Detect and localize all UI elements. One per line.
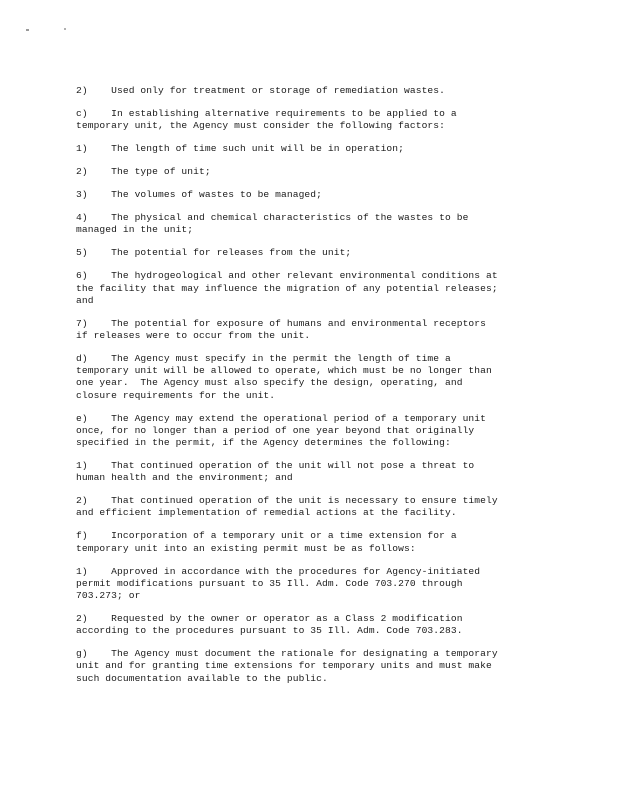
- document-body: [76, 85, 540, 685]
- scan-marks: [22, 28, 82, 36]
- paragraph-b2: 2) Used only for treatment or storage of remediation wastes.: [76, 85, 446, 96]
- paragraph-c5: 5) The potential for releases from the unit;: [76, 247, 352, 259]
- paragraph-f2: 2) Requested by the owner or operator as a Class 2 modification according to the procedures pursuant to 35 Ill. Adm. Code 703.283.: [76, 613, 463, 637]
- paragraph-c1: 1) The length of time such unit will be in operation;: [76, 143, 405, 155]
- paragraph-e2: 2) That continued operation of the unit is necessary to ensure timely and efficient implementation of remedial actions at the facility.: [76, 495, 498, 519]
- scan-speck: [26, 29, 29, 31]
- paragraph-c2: 2) The type of unit;: [76, 166, 211, 178]
- paragraph-g: g) The Agency must document the rationale for designating a temporary unit and for granting time extensions for temporary units and must make such documentation available to the public.: [76, 648, 498, 684]
- paragraph-e: e) The Agency may extend the operational period of a temporary unit once, for no longer than a period of one year beyond that originally specified in the permit, if the Agency determines the following:: [76, 412, 487, 449]
- paragraph-c3: 3) The volumes of wastes to be managed;: [76, 189, 323, 201]
- paragraph-f: f) Incorporation of a temporary unit or a time extension for a temporary unit into an existing permit must be as follows:: [76, 530, 457, 554]
- paragraph-e1: 1) That continued operation of the unit will not pose a threat to human health and the environment; and: [76, 460, 475, 484]
- paragraph-d: d) The Agency must specify in the permit the length of time a temporary unit will be allowed to operate, which must be no longer than one year. The Agency must also specify the design, operating, and closure requirements for the unit.: [76, 353, 492, 401]
- paragraph-c: c) In establishing alternative requirements to be applied to a temporary unit, the Agency must consider the following factors:: [76, 108, 457, 132]
- scan-speck: [64, 28, 66, 30]
- paragraph-c7: 7) The potential for exposure of humans and environmental receptors if releases were to occur from the unit.: [76, 317, 487, 342]
- paragraph-f1: 1) Approved in accordance with the procedures for Agency-initiated permit modifications pursuant to 35 Ill. Adm. Code 703.270 through 703.273; or: [76, 565, 481, 602]
- paragraph-c4: 4) The physical and chemical characteristics of the wastes to be managed in the unit;: [76, 212, 469, 236]
- paragraph-c6: 6) The hydrogeological and other relevant environmental conditions at the facility that may influence the migration of any potential releases; and: [76, 270, 498, 306]
